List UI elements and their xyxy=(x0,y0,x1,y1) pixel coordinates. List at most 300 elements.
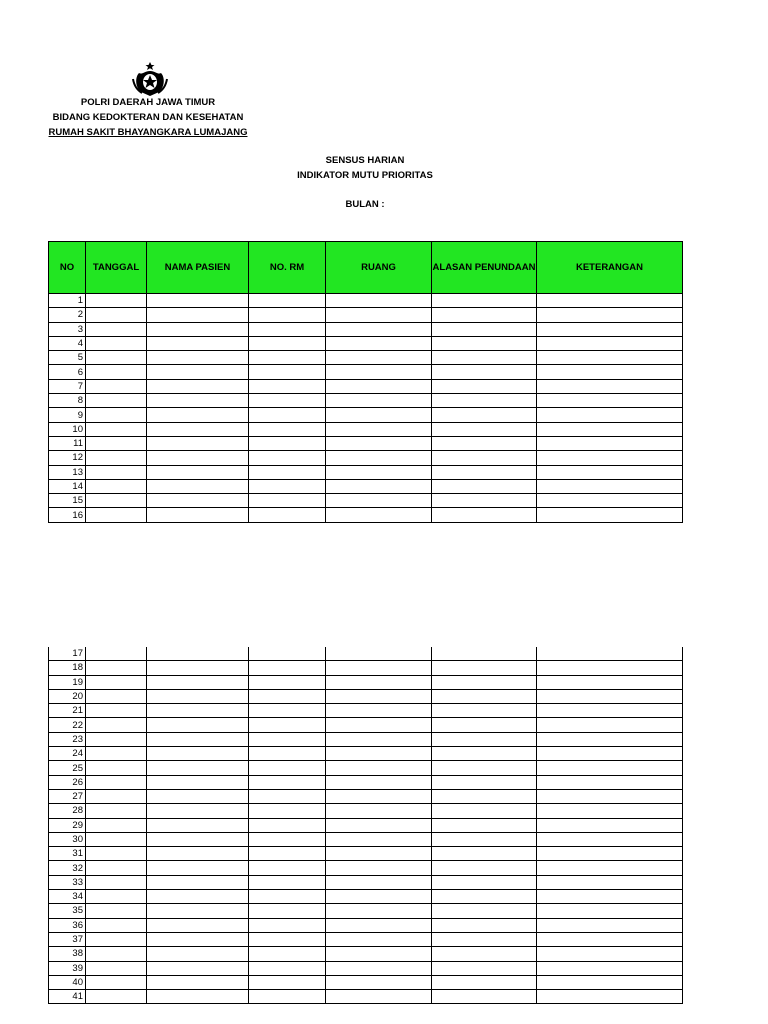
row-number: 34 xyxy=(49,890,86,904)
row-number: 29 xyxy=(49,818,86,832)
empty-cell[interactable] xyxy=(537,294,683,308)
empty-cell[interactable] xyxy=(249,932,326,946)
table-row xyxy=(49,422,683,436)
row-number: 23 xyxy=(49,732,86,746)
empty-cell[interactable] xyxy=(147,961,249,975)
empty-cell[interactable] xyxy=(147,336,249,350)
empty-cell[interactable] xyxy=(86,494,147,508)
empty-cell[interactable] xyxy=(432,675,537,689)
empty-cell[interactable] xyxy=(326,747,432,761)
empty-cell[interactable] xyxy=(432,947,537,961)
row-number: 11 xyxy=(49,436,86,450)
empty-cell[interactable] xyxy=(249,422,326,436)
empty-cell[interactable] xyxy=(537,775,683,789)
month-label: BULAN : xyxy=(345,199,385,210)
empty-cell[interactable] xyxy=(147,322,249,336)
empty-cell[interactable] xyxy=(86,308,147,322)
empty-cell[interactable] xyxy=(86,904,147,918)
empty-cell[interactable] xyxy=(326,465,432,479)
row-number: 32 xyxy=(49,861,86,875)
empty-cell[interactable] xyxy=(86,704,147,718)
row-number: 20 xyxy=(49,689,86,703)
table-row xyxy=(49,351,683,365)
empty-cell[interactable] xyxy=(432,847,537,861)
empty-cell[interactable] xyxy=(249,990,326,1004)
empty-cell[interactable] xyxy=(147,479,249,493)
row-number: 17 xyxy=(49,647,86,661)
empty-cell[interactable] xyxy=(537,761,683,775)
empty-cell[interactable] xyxy=(326,322,432,336)
empty-cell[interactable] xyxy=(432,365,537,379)
empty-cell[interactable] xyxy=(86,322,147,336)
empty-cell[interactable] xyxy=(432,875,537,889)
empty-cell[interactable] xyxy=(249,436,326,450)
row-number: 30 xyxy=(49,832,86,846)
empty-cell[interactable] xyxy=(537,947,683,961)
empty-cell[interactable] xyxy=(326,875,432,889)
empty-cell[interactable] xyxy=(86,990,147,1004)
empty-cell[interactable] xyxy=(249,890,326,904)
empty-cell[interactable] xyxy=(249,761,326,775)
empty-cell[interactable] xyxy=(249,336,326,350)
empty-cell[interactable] xyxy=(537,436,683,450)
empty-cell[interactable] xyxy=(147,875,249,889)
empty-cell[interactable] xyxy=(537,732,683,746)
empty-cell[interactable] xyxy=(249,379,326,393)
empty-cell[interactable] xyxy=(326,990,432,1004)
empty-cell[interactable] xyxy=(249,689,326,703)
empty-cell[interactable] xyxy=(326,351,432,365)
empty-cell[interactable] xyxy=(147,732,249,746)
row-number: 18 xyxy=(49,661,86,675)
empty-cell[interactable] xyxy=(432,918,537,932)
empty-cell[interactable] xyxy=(249,351,326,365)
empty-cell[interactable] xyxy=(249,847,326,861)
empty-cell[interactable] xyxy=(147,379,249,393)
empty-cell[interactable] xyxy=(249,465,326,479)
empty-cell[interactable] xyxy=(326,718,432,732)
row-number: 35 xyxy=(49,904,86,918)
empty-cell[interactable] xyxy=(249,918,326,932)
empty-cell[interactable] xyxy=(326,408,432,422)
table-row xyxy=(49,661,683,675)
row-number: 19 xyxy=(49,675,86,689)
empty-cell[interactable] xyxy=(537,394,683,408)
empty-cell[interactable] xyxy=(537,675,683,689)
empty-cell[interactable] xyxy=(86,818,147,832)
empty-cell[interactable] xyxy=(432,661,537,675)
empty-cell[interactable] xyxy=(86,465,147,479)
empty-cell[interactable] xyxy=(432,379,537,393)
empty-cell[interactable] xyxy=(249,451,326,465)
empty-cell[interactable] xyxy=(432,832,537,846)
empty-cell[interactable] xyxy=(537,832,683,846)
empty-cell[interactable] xyxy=(86,689,147,703)
empty-cell[interactable] xyxy=(86,775,147,789)
empty-cell[interactable] xyxy=(86,675,147,689)
empty-cell[interactable] xyxy=(249,875,326,889)
empty-cell[interactable] xyxy=(326,436,432,450)
column-header: NAMA PASIEN xyxy=(147,242,249,294)
column-header: KETERANGAN xyxy=(537,242,683,294)
empty-cell[interactable] xyxy=(86,932,147,946)
row-number: 4 xyxy=(49,336,86,350)
table-row xyxy=(49,336,683,350)
empty-cell[interactable] xyxy=(86,789,147,803)
empty-cell[interactable] xyxy=(86,747,147,761)
empty-cell[interactable] xyxy=(326,294,432,308)
empty-cell[interactable] xyxy=(147,465,249,479)
table-header-row xyxy=(49,242,683,294)
empty-cell[interactable] xyxy=(432,904,537,918)
empty-cell[interactable] xyxy=(432,689,537,703)
empty-cell[interactable] xyxy=(86,718,147,732)
empty-cell[interactable] xyxy=(432,465,537,479)
empty-cell[interactable] xyxy=(86,961,147,975)
row-number: 14 xyxy=(49,479,86,493)
empty-cell[interactable] xyxy=(86,394,147,408)
empty-cell[interactable] xyxy=(432,818,537,832)
empty-cell[interactable] xyxy=(147,508,249,522)
empty-cell[interactable] xyxy=(537,379,683,393)
row-number: 8 xyxy=(49,394,86,408)
empty-cell[interactable] xyxy=(537,689,683,703)
empty-cell[interactable] xyxy=(326,422,432,436)
empty-cell[interactable] xyxy=(326,675,432,689)
table-row xyxy=(49,465,683,479)
row-number: 9 xyxy=(49,408,86,422)
empty-cell[interactable] xyxy=(326,647,432,661)
empty-cell[interactable] xyxy=(537,961,683,975)
empty-cell[interactable] xyxy=(537,365,683,379)
empty-cell[interactable] xyxy=(249,675,326,689)
empty-cell[interactable] xyxy=(249,394,326,408)
empty-cell[interactable] xyxy=(86,408,147,422)
empty-cell[interactable] xyxy=(537,508,683,522)
empty-cell[interactable] xyxy=(326,804,432,818)
empty-cell[interactable] xyxy=(249,947,326,961)
empty-cell[interactable] xyxy=(86,875,147,889)
empty-cell[interactable] xyxy=(537,747,683,761)
empty-cell[interactable] xyxy=(249,975,326,989)
empty-cell[interactable] xyxy=(147,761,249,775)
empty-cell[interactable] xyxy=(537,890,683,904)
empty-cell[interactable] xyxy=(86,336,147,350)
empty-cell[interactable] xyxy=(537,990,683,1004)
empty-cell[interactable] xyxy=(326,394,432,408)
empty-cell[interactable] xyxy=(249,789,326,803)
empty-cell[interactable] xyxy=(326,832,432,846)
empty-cell[interactable] xyxy=(537,351,683,365)
empty-cell[interactable] xyxy=(147,789,249,803)
table-row xyxy=(49,494,683,508)
empty-cell[interactable] xyxy=(147,861,249,875)
empty-cell[interactable] xyxy=(537,322,683,336)
column-header: NO. RM xyxy=(249,242,326,294)
table-row xyxy=(49,436,683,450)
empty-cell[interactable] xyxy=(537,704,683,718)
empty-cell[interactable] xyxy=(326,704,432,718)
empty-cell[interactable] xyxy=(147,747,249,761)
empty-cell[interactable] xyxy=(249,775,326,789)
empty-cell[interactable] xyxy=(537,308,683,322)
empty-cell[interactable] xyxy=(147,804,249,818)
empty-cell[interactable] xyxy=(537,847,683,861)
empty-cell[interactable] xyxy=(147,675,249,689)
empty-cell[interactable] xyxy=(147,394,249,408)
empty-cell[interactable] xyxy=(432,408,537,422)
row-number: 40 xyxy=(49,975,86,989)
empty-cell[interactable] xyxy=(86,647,147,661)
table-row xyxy=(49,322,683,336)
empty-cell[interactable] xyxy=(537,451,683,465)
table-row xyxy=(49,379,683,393)
empty-cell[interactable] xyxy=(326,661,432,675)
empty-cell[interactable] xyxy=(249,961,326,975)
empty-cell[interactable] xyxy=(537,918,683,932)
empty-cell[interactable] xyxy=(86,422,147,436)
empty-cell[interactable] xyxy=(432,294,537,308)
empty-cell[interactable] xyxy=(326,818,432,832)
table-row xyxy=(49,308,683,322)
empty-cell[interactable] xyxy=(537,647,683,661)
row-number: 37 xyxy=(49,932,86,946)
empty-cell[interactable] xyxy=(249,747,326,761)
empty-cell[interactable] xyxy=(326,961,432,975)
empty-cell[interactable] xyxy=(326,761,432,775)
empty-cell[interactable] xyxy=(147,918,249,932)
empty-cell[interactable] xyxy=(86,294,147,308)
empty-cell[interactable] xyxy=(86,365,147,379)
row-number: 15 xyxy=(49,494,86,508)
empty-cell[interactable] xyxy=(537,465,683,479)
empty-cell[interactable] xyxy=(86,732,147,746)
empty-cell[interactable] xyxy=(537,904,683,918)
empty-cell[interactable] xyxy=(432,308,537,322)
table-row xyxy=(49,718,683,732)
empty-cell[interactable] xyxy=(432,508,537,522)
empty-cell[interactable] xyxy=(147,451,249,465)
empty-cell[interactable] xyxy=(249,818,326,832)
empty-cell[interactable] xyxy=(147,351,249,365)
row-number: 38 xyxy=(49,947,86,961)
empty-cell[interactable] xyxy=(432,990,537,1004)
empty-cell[interactable] xyxy=(86,847,147,861)
empty-cell[interactable] xyxy=(537,479,683,493)
table-row xyxy=(49,832,683,846)
row-number: 33 xyxy=(49,875,86,889)
empty-cell[interactable] xyxy=(249,479,326,493)
empty-cell[interactable] xyxy=(537,861,683,875)
empty-cell[interactable] xyxy=(326,508,432,522)
empty-cell[interactable] xyxy=(432,961,537,975)
empty-cell[interactable] xyxy=(326,308,432,322)
empty-cell[interactable] xyxy=(326,789,432,803)
table-row xyxy=(49,365,683,379)
empty-cell[interactable] xyxy=(249,718,326,732)
empty-cell[interactable] xyxy=(147,408,249,422)
empty-cell[interactable] xyxy=(147,975,249,989)
empty-cell[interactable] xyxy=(432,704,537,718)
empty-cell[interactable] xyxy=(86,451,147,465)
empty-cell[interactable] xyxy=(86,508,147,522)
empty-cell[interactable] xyxy=(432,861,537,875)
empty-cell[interactable] xyxy=(537,408,683,422)
empty-cell[interactable] xyxy=(147,832,249,846)
empty-cell[interactable] xyxy=(86,761,147,775)
empty-cell[interactable] xyxy=(147,718,249,732)
document-subtitle: INDIKATOR MUTU PRIORITAS xyxy=(297,170,433,181)
empty-cell[interactable] xyxy=(147,932,249,946)
column-header: TANGGAL xyxy=(86,242,147,294)
police-emblem-icon xyxy=(131,61,169,97)
empty-cell[interactable] xyxy=(147,890,249,904)
empty-cell[interactable] xyxy=(249,365,326,379)
empty-cell[interactable] xyxy=(86,661,147,675)
empty-cell[interactable] xyxy=(86,890,147,904)
empty-cell[interactable] xyxy=(326,947,432,961)
table-row xyxy=(49,647,683,661)
empty-cell[interactable] xyxy=(326,365,432,379)
empty-cell[interactable] xyxy=(86,975,147,989)
empty-cell[interactable] xyxy=(86,351,147,365)
empty-cell[interactable] xyxy=(432,422,537,436)
empty-cell[interactable] xyxy=(249,661,326,675)
empty-cell[interactable] xyxy=(432,932,537,946)
empty-cell[interactable] xyxy=(147,308,249,322)
empty-cell[interactable] xyxy=(249,861,326,875)
empty-cell[interactable] xyxy=(537,804,683,818)
empty-cell[interactable] xyxy=(432,479,537,493)
empty-cell[interactable] xyxy=(537,875,683,889)
empty-cell[interactable] xyxy=(537,494,683,508)
empty-cell[interactable] xyxy=(249,294,326,308)
empty-cell[interactable] xyxy=(249,408,326,422)
empty-cell[interactable] xyxy=(86,918,147,932)
empty-cell[interactable] xyxy=(432,336,537,350)
empty-cell[interactable] xyxy=(147,947,249,961)
empty-cell[interactable] xyxy=(147,704,249,718)
empty-cell[interactable] xyxy=(249,494,326,508)
empty-cell[interactable] xyxy=(147,422,249,436)
empty-cell[interactable] xyxy=(86,861,147,875)
empty-cell[interactable] xyxy=(326,479,432,493)
table-row xyxy=(49,451,683,465)
empty-cell[interactable] xyxy=(432,647,537,661)
empty-cell[interactable] xyxy=(326,379,432,393)
empty-cell[interactable] xyxy=(86,436,147,450)
empty-cell[interactable] xyxy=(86,947,147,961)
empty-cell[interactable] xyxy=(326,689,432,703)
row-number: 3 xyxy=(49,322,86,336)
empty-cell[interactable] xyxy=(86,479,147,493)
table-row xyxy=(49,747,683,761)
empty-cell[interactable] xyxy=(147,661,249,675)
table-row xyxy=(49,861,683,875)
empty-cell[interactable] xyxy=(432,775,537,789)
empty-cell[interactable] xyxy=(147,775,249,789)
empty-cell[interactable] xyxy=(147,436,249,450)
empty-cell[interactable] xyxy=(432,451,537,465)
empty-cell[interactable] xyxy=(432,436,537,450)
empty-cell[interactable] xyxy=(147,990,249,1004)
empty-cell[interactable] xyxy=(326,904,432,918)
empty-cell[interactable] xyxy=(537,422,683,436)
empty-cell[interactable] xyxy=(326,975,432,989)
empty-cell[interactable] xyxy=(326,890,432,904)
empty-cell[interactable] xyxy=(249,308,326,322)
empty-cell[interactable] xyxy=(249,322,326,336)
empty-cell[interactable] xyxy=(432,322,537,336)
empty-cell[interactable] xyxy=(249,647,326,661)
table-row xyxy=(49,990,683,1004)
empty-cell[interactable] xyxy=(249,804,326,818)
empty-cell[interactable] xyxy=(326,932,432,946)
empty-cell[interactable] xyxy=(249,508,326,522)
empty-cell[interactable] xyxy=(537,975,683,989)
empty-cell[interactable] xyxy=(326,847,432,861)
empty-cell[interactable] xyxy=(537,932,683,946)
empty-cell[interactable] xyxy=(326,918,432,932)
empty-cell[interactable] xyxy=(326,775,432,789)
empty-cell[interactable] xyxy=(326,732,432,746)
table-row xyxy=(49,847,683,861)
empty-cell[interactable] xyxy=(147,904,249,918)
empty-cell[interactable] xyxy=(249,832,326,846)
empty-cell[interactable] xyxy=(326,451,432,465)
empty-cell[interactable] xyxy=(432,890,537,904)
empty-cell[interactable] xyxy=(432,975,537,989)
empty-cell[interactable] xyxy=(537,818,683,832)
org-line-1: POLRI DAERAH JAWA TIMUR xyxy=(80,97,216,108)
empty-cell[interactable] xyxy=(147,818,249,832)
empty-cell[interactable] xyxy=(537,789,683,803)
empty-cell[interactable] xyxy=(326,494,432,508)
empty-cell[interactable] xyxy=(147,365,249,379)
empty-cell[interactable] xyxy=(326,861,432,875)
empty-cell[interactable] xyxy=(432,747,537,761)
empty-cell[interactable] xyxy=(537,661,683,675)
empty-cell[interactable] xyxy=(537,336,683,350)
empty-cell[interactable] xyxy=(537,718,683,732)
empty-cell[interactable] xyxy=(147,494,249,508)
table-row xyxy=(49,408,683,422)
empty-cell[interactable] xyxy=(147,294,249,308)
empty-cell[interactable] xyxy=(432,732,537,746)
empty-cell[interactable] xyxy=(86,832,147,846)
empty-cell[interactable] xyxy=(432,351,537,365)
empty-cell[interactable] xyxy=(249,732,326,746)
census-table-page-1 xyxy=(48,241,683,523)
empty-cell[interactable] xyxy=(86,804,147,818)
empty-cell[interactable] xyxy=(432,394,537,408)
empty-cell[interactable] xyxy=(249,904,326,918)
empty-cell[interactable] xyxy=(432,804,537,818)
empty-cell[interactable] xyxy=(432,718,537,732)
empty-cell[interactable] xyxy=(147,647,249,661)
table-row xyxy=(49,732,683,746)
empty-cell[interactable] xyxy=(432,761,537,775)
row-number: 13 xyxy=(49,465,86,479)
table-row xyxy=(49,975,683,989)
empty-cell[interactable] xyxy=(432,789,537,803)
empty-cell[interactable] xyxy=(86,379,147,393)
empty-cell[interactable] xyxy=(147,689,249,703)
empty-cell[interactable] xyxy=(432,494,537,508)
empty-cell[interactable] xyxy=(147,847,249,861)
empty-cell[interactable] xyxy=(249,704,326,718)
empty-cell[interactable] xyxy=(326,336,432,350)
